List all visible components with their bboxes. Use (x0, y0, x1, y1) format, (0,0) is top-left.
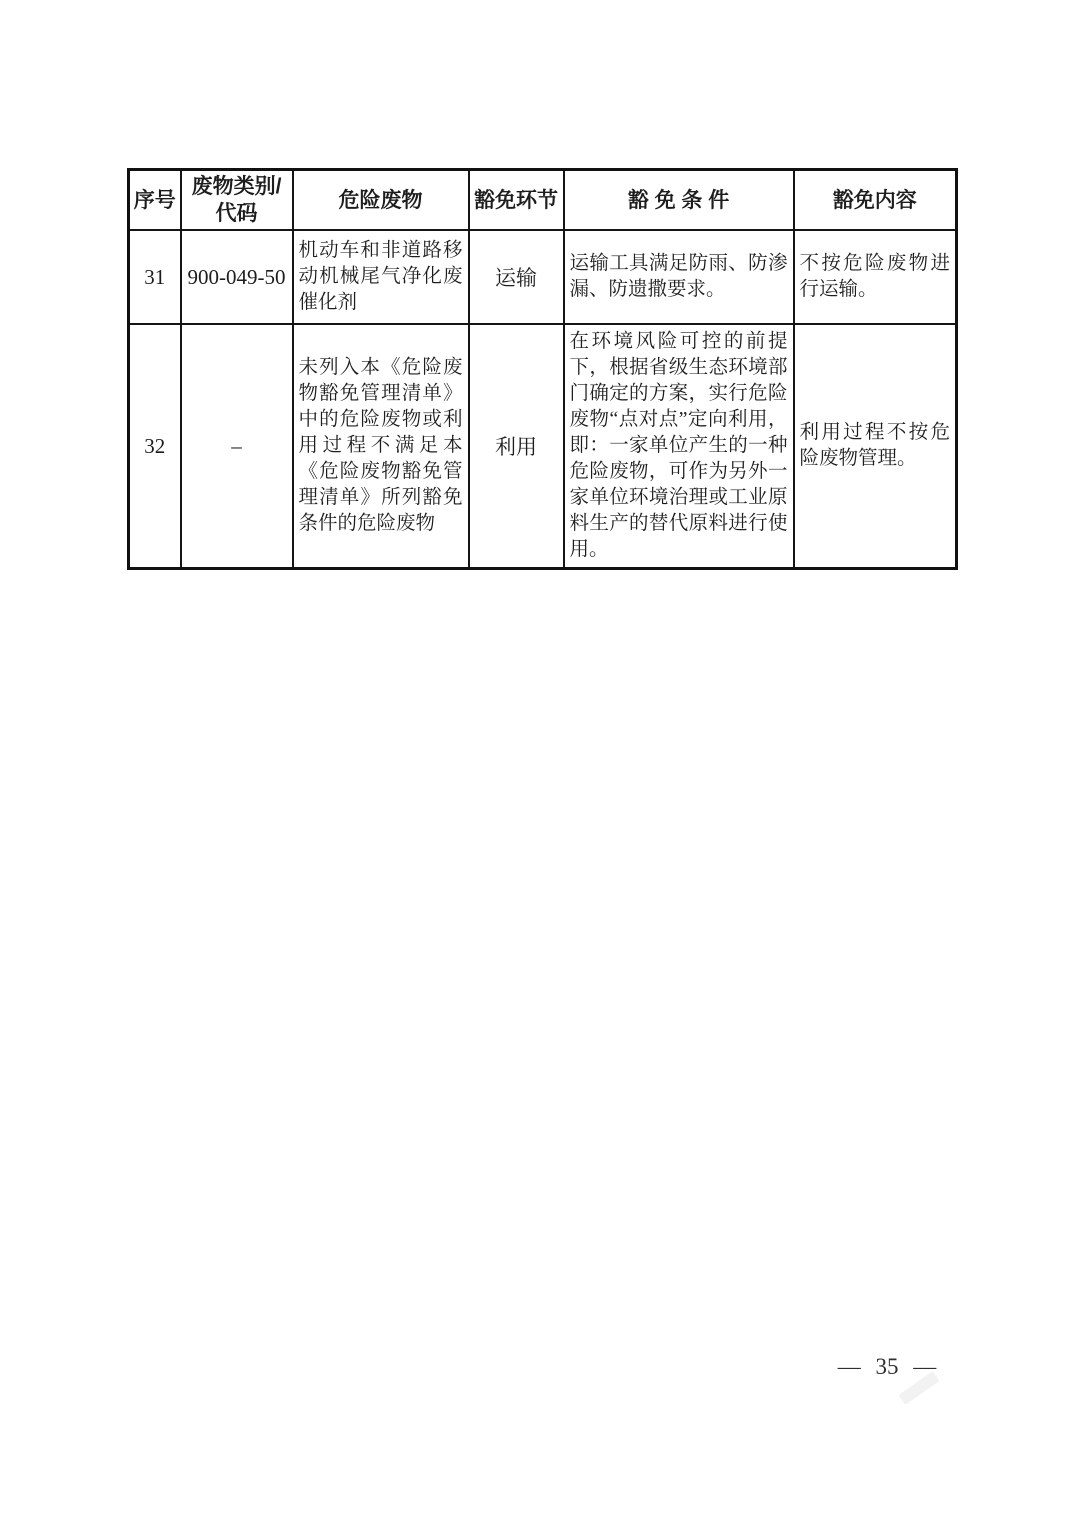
col-header-serial: 序号 (129, 170, 181, 231)
table-row-31 (129, 230, 957, 324)
col-header-exemption-content: 豁免内容 (794, 170, 957, 231)
cell-condition-32: 在环境风险可控的前提下，根据省级生态环境部门确定的方案，实行危险废物“点对点”定向利用，即：一家单位产生的一种危险废物，可作为另外一家单位环境治理或工业原料生产的替代原料进行使用。 (564, 324, 794, 569)
cell-code-32: – (181, 324, 293, 569)
cell-stage-32: 利用 (469, 324, 564, 569)
cell-content-31: 不按危险废物进行运输。 (794, 230, 957, 324)
cell-stage-31: 运输 (469, 230, 564, 324)
table-row-32 (129, 324, 957, 569)
cell-code-31: 900-049-50 (181, 230, 293, 324)
table-header-row (129, 170, 957, 231)
col-header-exemption-stage: 豁免环节 (469, 170, 564, 231)
cell-waste-31: 机动车和非道路移动机械尾气净化废催化剂 (293, 230, 469, 324)
col-header-exemption-condition: 豁 免 条 件 (564, 170, 794, 231)
cell-serial-32: 32 (129, 324, 181, 569)
cell-waste-32: 未列入本《危险废物豁免管理清单》中的危险废物或利用过程不满足本《危险废物豁免管理清单》所列豁免条件的危险废物 (293, 324, 469, 569)
cell-content-32: 利用过程不按危险废物管理。 (794, 324, 957, 569)
exemption-table (127, 168, 958, 570)
col-header-hazardous-waste: 危险废物 (293, 170, 469, 231)
page-number: — 35 — (837, 1354, 937, 1379)
col-header-category-code: 废物类别/代码 (181, 170, 293, 231)
cell-condition-31: 运输工具满足防雨、防渗漏、防遗撒要求。 (564, 230, 794, 324)
cell-serial-31: 31 (129, 230, 181, 324)
